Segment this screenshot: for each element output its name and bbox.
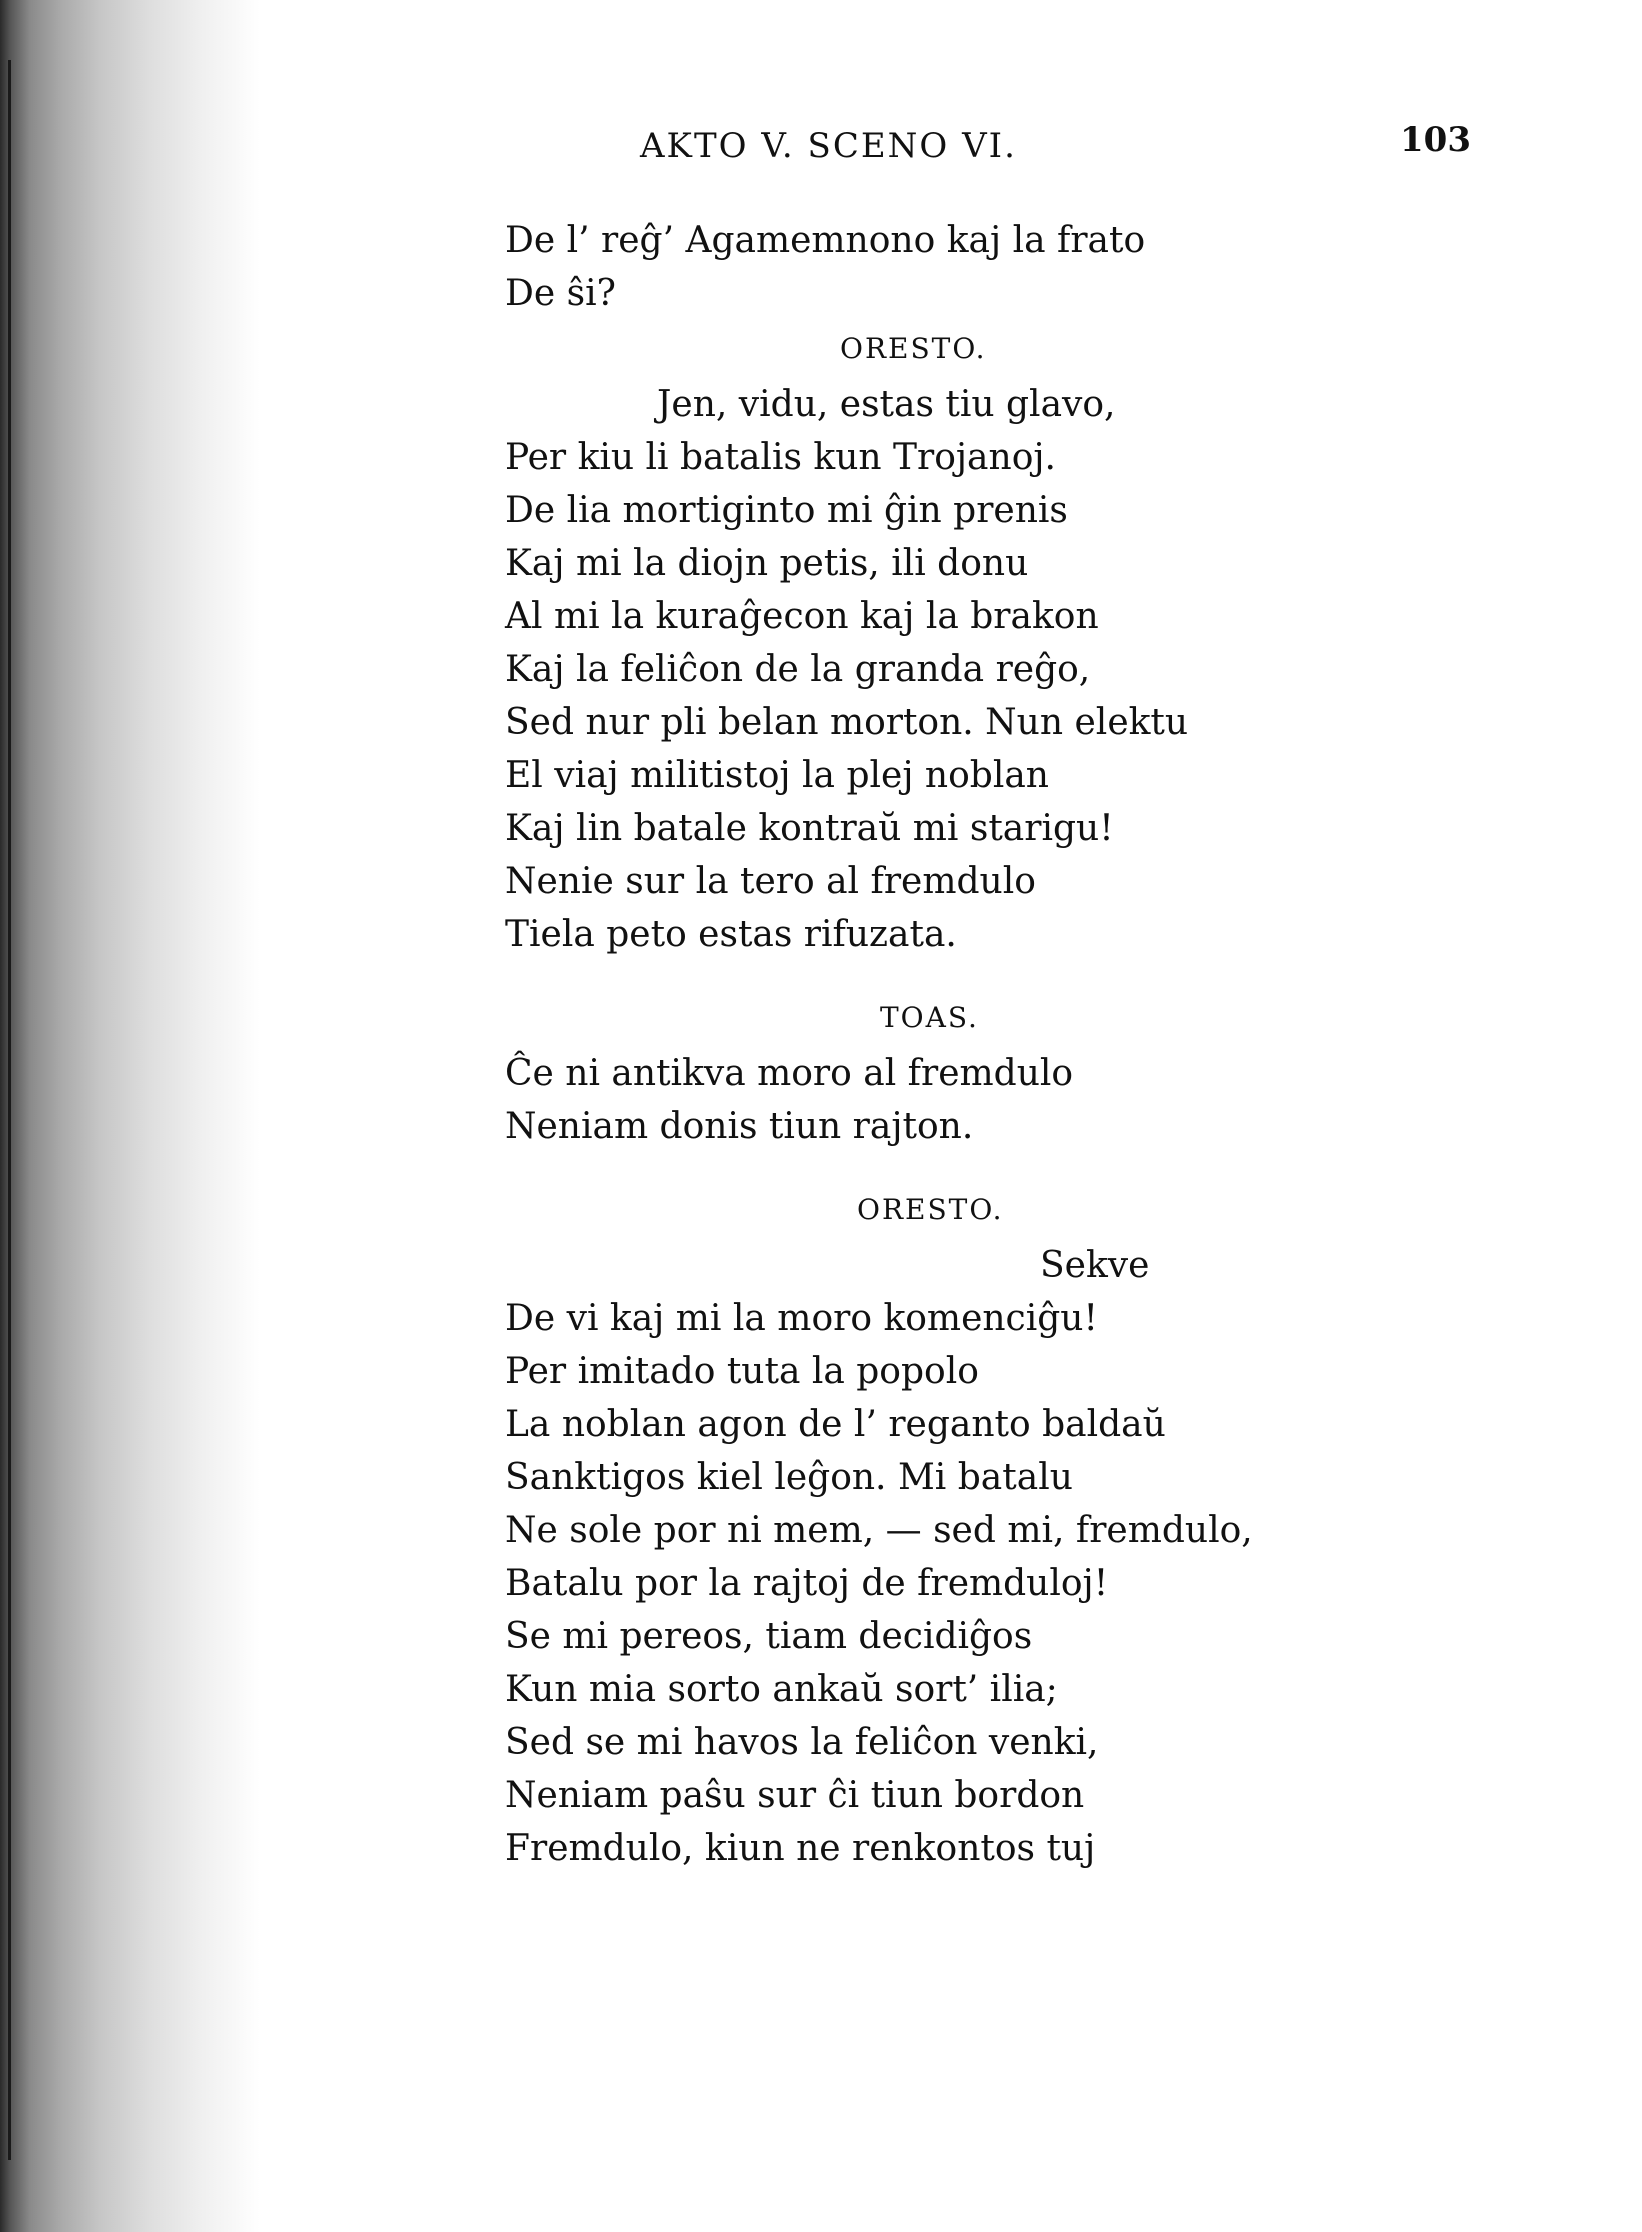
verse-line: Fremdulo, kiun ne renkontos tuj xyxy=(505,1828,1096,1869)
binding-shadow xyxy=(0,0,260,2232)
verse-line: Kun mia sorto ankaŭ sort’ ilia; xyxy=(505,1669,1058,1710)
verse-line: Jen, vidu, estas tiu glavo, xyxy=(657,384,1116,425)
spacer xyxy=(505,1153,1405,1181)
verse-line: Per kiu li batalis kun Trojanoj. xyxy=(505,437,1056,478)
speaker-name: TOAS. xyxy=(880,1001,979,1034)
verse-line: Sed nur pli belan morton. Nun elektu xyxy=(505,702,1189,743)
play-text xyxy=(505,214,1405,1875)
verse-line: Sed se mi havos la feliĉon venki, xyxy=(505,1722,1099,1763)
verse-line: Kaj la feliĉon de la granda reĝo, xyxy=(505,649,1091,690)
verse-line: Ne sole por ni mem, — sed mi, fremdulo, xyxy=(505,1510,1253,1551)
verse-line: De vi kaj mi la moro komenciĝu! xyxy=(505,1298,1098,1339)
verse-line: De ŝi? xyxy=(505,273,616,314)
spacer xyxy=(505,961,1405,989)
speaker-name: ORESTO. xyxy=(840,332,987,365)
verse-line: Se mi pereos, tiam decidiĝos xyxy=(505,1616,1033,1657)
page-edge xyxy=(8,60,11,2160)
verse-line: Batalu por la rajtoj de fremduloj! xyxy=(505,1563,1109,1604)
verse-line: La noblan agon de l’ reganto baldaŭ xyxy=(505,1404,1166,1445)
verse-line: Ĉe ni antikva moro al fremdulo xyxy=(505,1053,1074,1094)
verse-line: Al mi la kuraĝecon kaj la brakon xyxy=(505,596,1099,637)
verse-line: Tiela peto estas rifuzata. xyxy=(505,914,957,955)
verse-line: Sekve xyxy=(1040,1245,1150,1286)
verse-line: Kaj mi la diojn petis, ili donu xyxy=(505,543,1029,584)
page-header xyxy=(0,120,1642,176)
verse-line: Neniam donis tiun rajton. xyxy=(505,1106,974,1147)
verse-line: Nenie sur la tero al fremdulo xyxy=(505,861,1036,902)
verse-line: Neniam paŝu sur ĉi tiun bordon xyxy=(505,1775,1085,1816)
verse-line: Sanktigos kiel leĝon. Mi batalu xyxy=(505,1457,1073,1498)
verse-line: El viaj militistoj la plej noblan xyxy=(505,755,1049,796)
verse-line: Kaj lin batale kontraŭ mi starigu! xyxy=(505,808,1114,849)
verse-line: De lia mortiginto mi ĝin prenis xyxy=(505,490,1068,531)
speaker-name: ORESTO. xyxy=(857,1193,1004,1226)
verse-line: De l’ reĝ’ Agamemnono kaj la frato xyxy=(505,220,1146,261)
running-head: AKTO V. SCENO VI. xyxy=(640,126,1017,166)
verse-line: Per imitado tuta la popolo xyxy=(505,1351,979,1392)
page-number: 103 xyxy=(1400,120,1471,160)
